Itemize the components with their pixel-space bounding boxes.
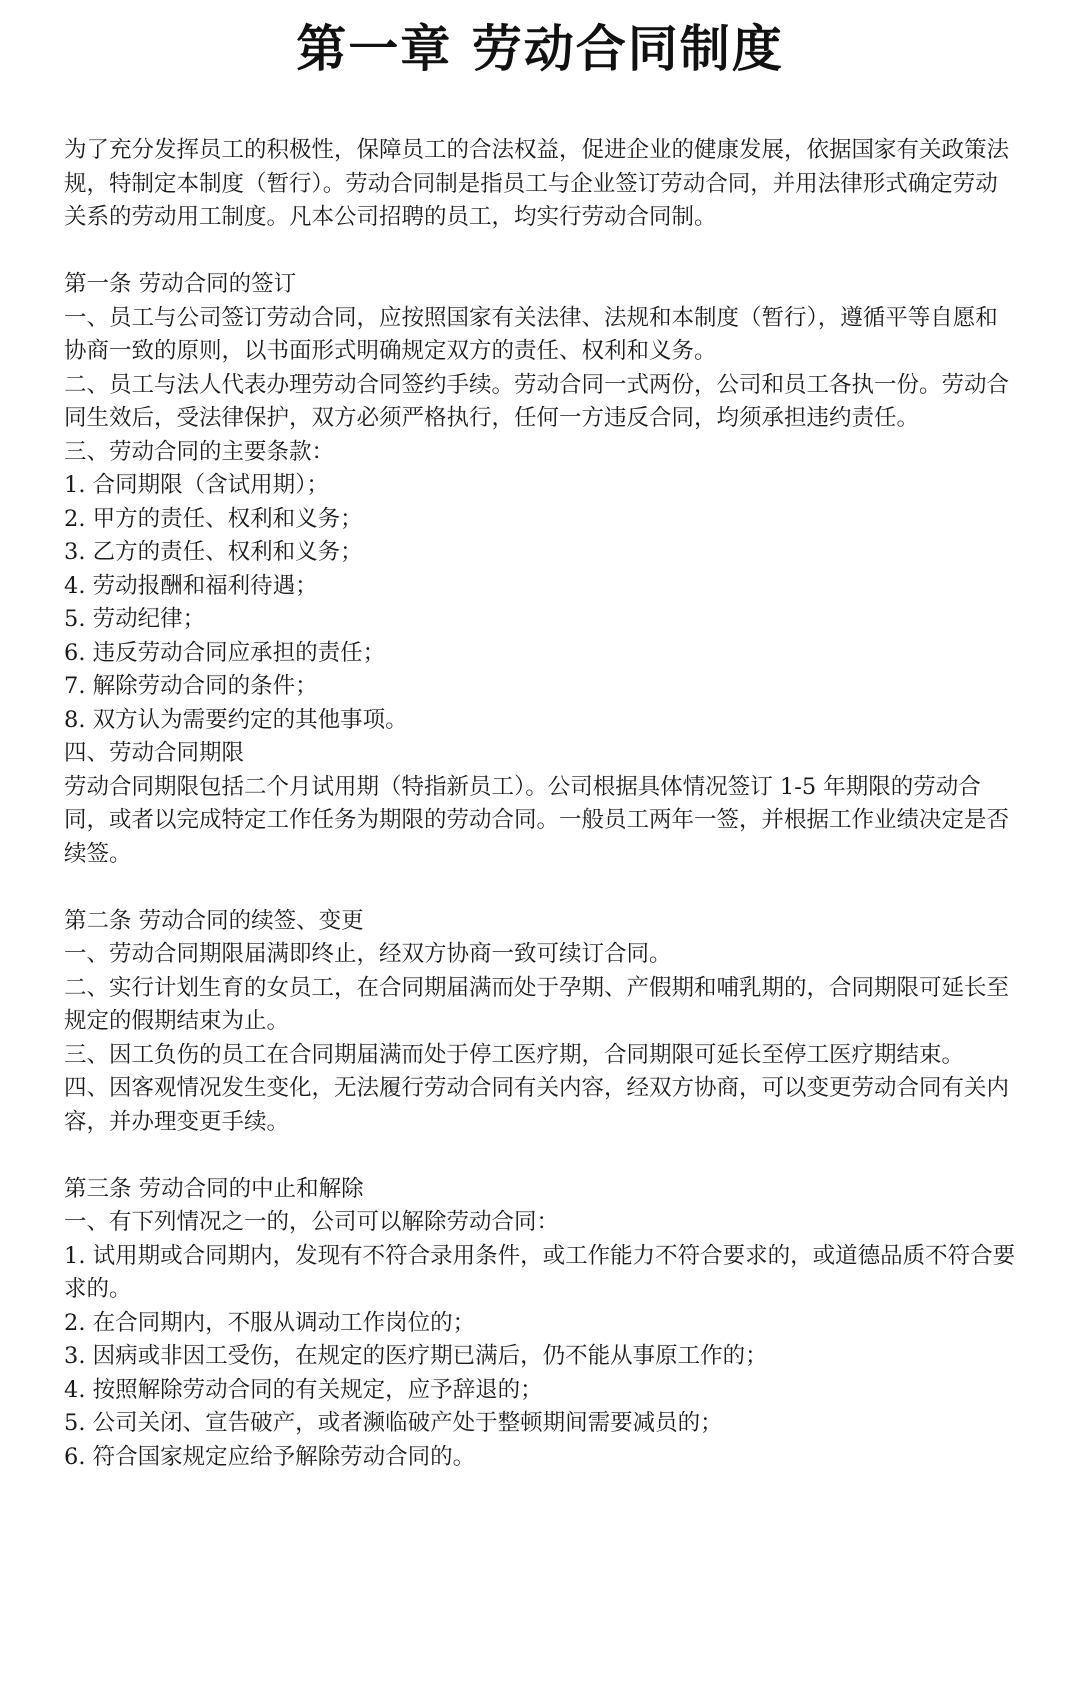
paragraph: 劳动合同期限包括二个月试用期（特指新员工）。公司根据具体情况签订 1-5 年期限的劳动合同，或者以完成特定工作任务为期限的劳动合同。一般员工两年一签，并根据工作业绩决定是否续签。 [64,773,1010,867]
paragraph: 四、因客观情况发生变化，无法履行劳动合同有关内容，经双方协商，可以变更劳动合同有关内容，并办理变更手续。 [64,1075,1010,1135]
paragraph: 三、劳动合同的主要条款： [64,438,335,465]
section-heading: 第三条 劳动合同的中止和解除 [64,1175,364,1202]
paragraph: 二、员工与法人代表办理劳动合同签约手续。劳动合同一式两份，公司和员工各执一份。劳动合同生效后，受法律保护，双方必须严格执行，任何一方违反合同，均须承担违约责任。 [64,371,1010,431]
section-2 [64,905,1016,1140]
paragraph: 二、实行计划生育的女员工，在合同期届满而处于孕期、产假期和哺乳期的，合同期限可延长至规定的假期结束为止。 [64,974,1010,1034]
list-item: 2. 甲方的责任、权利和义务； [64,505,363,532]
paragraph: 三、因工负伤的员工在合同期届满而处于停工医疗期，合同期限可延长至停工医疗期结束。 [64,1041,965,1068]
paragraph: 四、劳动合同期限 [64,740,245,766]
chapter-title: 第一章 劳动合同制度 [296,20,784,78]
list-item: 6. 违反劳动合同应承担的责任； [64,639,386,666]
section-gap [64,235,1016,269]
paragraph: 一、员工与公司签订劳动合同，应按照国家有关法律、法规和本制度（暂行），遵循平等自愿和协商一致的原则，以书面形式明确规定双方的责任、权利和义务。 [64,304,998,364]
list-item: 5. 劳动纪律； [64,606,206,632]
list-item: 6. 符合国家规定应给予解除劳动合同的。 [64,1443,476,1470]
list-item: 1. 试用期或合同期内，发现有不符合录用条件，或工作能力不符合要求的，或道德品质不符合要求的。 [64,1242,1016,1302]
list-item: 2. 在合同期内，不服从调动工作岗位的； [64,1309,476,1336]
section-gap [64,1139,1016,1173]
list-item: 8. 双方认为需要约定的其他事项。 [64,706,408,733]
list-item: 5. 公司关闭、宣告破产，或者濒临破产处于整顿期间需要减员的； [64,1410,723,1436]
paragraph: 一、劳动合同期限届满即终止，经双方协商一致可续订合同。 [64,941,672,967]
list-item: 4. 劳动报酬和福利待遇； [64,572,318,599]
list-item: 7. 解除劳动合同的条件； [64,673,318,699]
section-1 [64,268,1016,871]
list-item: 3. 乙方的责任、权利和义务； [64,539,363,565]
list-item: 4. 按照解除劳动合同的有关规定，应予辞退的； [64,1376,543,1403]
section-gap [64,871,1016,905]
section-heading: 第二条 劳动合同的续签、变更 [64,907,364,934]
section-heading: 第一条 劳动合同的签订 [64,271,297,297]
list-item: 1. 合同期限（含试用期）； [64,472,329,498]
intro-paragraph: 为了充分发挥员工的积极性，保障员工的合法权益，促进企业的健康发展，依据国家有关政策法规，特制定本制度（暂行）。劳动合同制是指员工与企业签订劳动合同，并用法律形式确定劳动关系的劳动用工制度。凡本公司招聘的员工，均实行劳动合同制。 [64,137,1010,230]
list-item: 3. 因病或非因工受伤，在规定的医疗期已满后，仍不能从事原工作的； [64,1343,768,1369]
section-3 [64,1173,1016,1475]
paragraph: 一、有下列情况之一的，公司可以解除劳动合同： [64,1209,560,1235]
